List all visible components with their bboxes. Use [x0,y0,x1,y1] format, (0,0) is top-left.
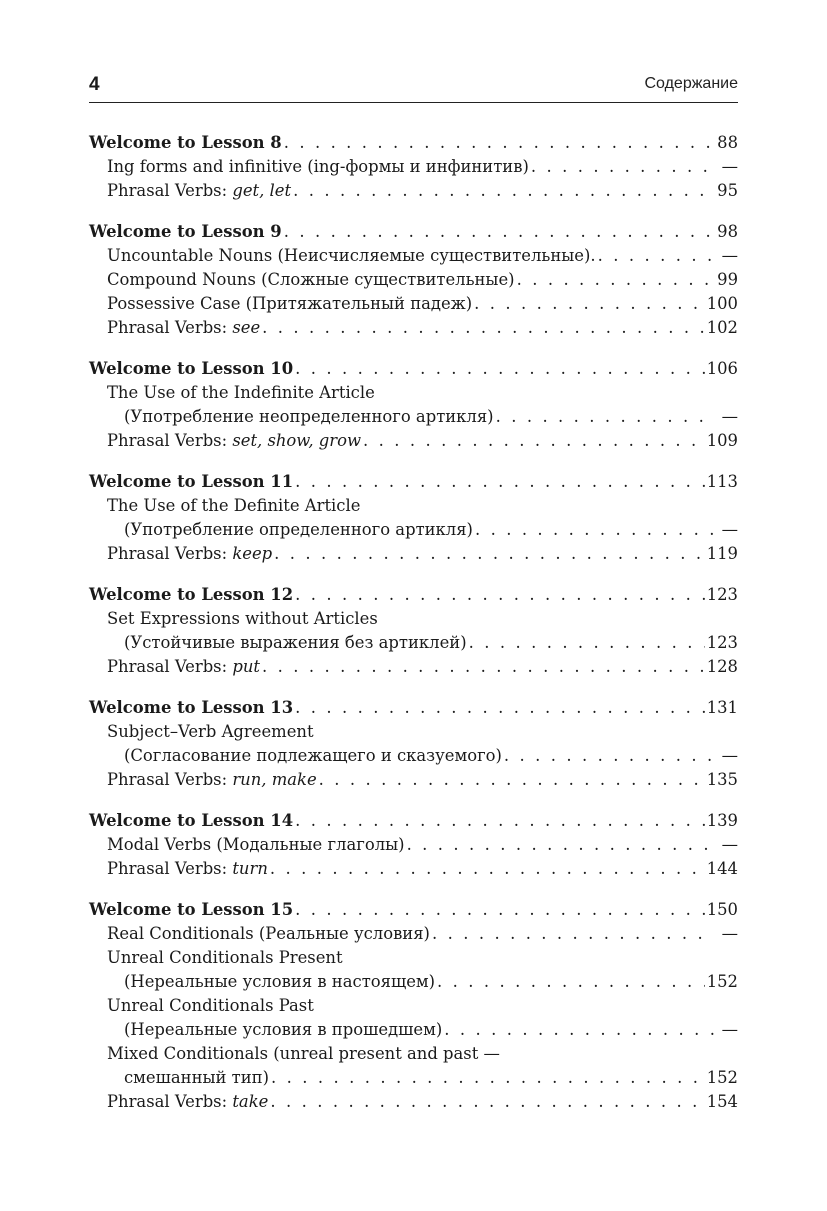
toc-lesson-heading[interactable] [89,470,738,494]
toc-entry[interactable] [89,429,738,453]
toc-entry-title [107,1090,268,1114]
toc-lesson-group [89,220,738,340]
toc-entry-text: (Устойчивые выражения без артиклей) [124,633,467,652]
dot-leader [517,268,714,292]
toc-entry[interactable] [89,316,738,340]
toc-entry[interactable] [89,1018,738,1042]
toc-page-number: 113 [706,472,738,491]
toc-entry-title [124,1066,269,1090]
toc-entry-text: Welcome to Lesson 8 [89,133,282,152]
toc-entry-text: Phrasal Verbs: [107,318,233,337]
toc-entry-title [107,857,268,881]
toc-entry-title [124,518,473,542]
toc-entry-title [107,720,314,744]
toc-lesson-group [89,357,738,453]
toc-entry-title [107,946,343,970]
dot-leader [271,1066,705,1090]
toc-entry-text: The Use of the Definite Article [107,496,361,515]
toc-entry-title [107,542,272,566]
dot-leader [284,220,714,244]
toc-entry[interactable] [89,405,738,429]
toc-entry-title [107,179,291,203]
dot-leader [270,1090,704,1114]
toc-entry-verbs: take [232,1092,269,1111]
toc-entry-title [107,494,360,518]
toc-entry[interactable] [89,970,738,994]
toc-entry-text: Phrasal Verbs: [107,859,233,878]
toc-entry-text: Phrasal Verbs: [107,770,233,789]
dot-leader [437,970,705,994]
toc-page-number: 102 [706,318,738,337]
toc-page-number: 152 [706,1068,738,1087]
toc-entry[interactable] [89,720,738,744]
dot-leader [475,518,714,542]
toc-entry-text: (Употребление определенного артикля) [124,520,473,539]
toc-entry-text: Phrasal Verbs: [107,544,233,563]
toc-page-number: 154 [706,1092,738,1111]
page-header [89,72,738,103]
toc-lesson-heading[interactable] [89,898,738,922]
toc-page-number: — [721,835,738,854]
toc-page-number: — [721,157,738,176]
toc-entry[interactable] [89,768,738,792]
toc-entry-text: The Use of the Indefinite Article [107,383,375,402]
toc-entry-verbs: get, let [232,181,292,200]
toc-lesson-group [89,809,738,881]
dot-leader [262,316,705,340]
dot-leader [262,655,705,679]
toc-entry-text: (Нереальные условия в прошедшем) [124,1020,443,1039]
toc-page-number: 139 [706,811,738,830]
toc-entry[interactable] [89,857,738,881]
toc-entry-title [107,316,260,340]
toc-entry-title [124,1018,442,1042]
dot-leader [407,833,714,857]
toc-entry[interactable] [89,381,738,405]
toc-page-number: 152 [706,972,738,991]
toc-entry-title [124,405,494,429]
toc-entry-text: Unreal Conditionals Present [107,948,343,967]
toc-lesson-heading[interactable] [89,220,738,244]
toc-page-number: 109 [706,431,738,450]
toc-entry-title [89,809,293,833]
toc-page-number: — [721,407,738,426]
toc-page-number: 150 [706,900,738,919]
toc-entry[interactable] [89,744,738,768]
toc-entry-title [107,655,260,679]
toc-entry[interactable] [89,542,738,566]
toc-entry-text: Uncountable Nouns (Неисчисляемые существительные). [107,246,596,265]
toc-entry-title [107,833,405,857]
dot-leader [363,429,705,453]
toc-entry-text: Compound Nouns (Сложные существительные) [107,270,515,289]
toc-entry-text: Welcome to Lesson 13 [89,698,294,717]
toc-page-number: 135 [706,770,738,789]
dot-leader [432,922,714,946]
toc-page-number: 100 [706,294,738,313]
toc-entry-text: Mixed Conditionals (unreal present and past — [107,1044,500,1063]
toc-page-number: 98 [717,222,738,241]
toc-page-number: 123 [706,585,738,604]
toc-entry-title [124,970,435,994]
toc-entry-text: Ing forms and infinitive (ing-формы и инфинитив) [107,157,529,176]
dot-leader [474,292,705,316]
table-of-contents [89,131,738,1131]
toc-entry[interactable] [89,179,738,203]
toc-entry-title [107,155,529,179]
toc-entry[interactable] [89,922,738,946]
toc-lesson-group [89,898,738,1114]
toc-entry-text: Subject–Verb Agreement [107,722,314,741]
toc-entry[interactable] [89,292,738,316]
toc-lesson-heading[interactable] [89,583,738,607]
toc-entry-text: Modal Verbs (Модальные глаголы) [107,835,405,854]
toc-entry[interactable] [89,268,738,292]
toc-entry-text: Phrasal Verbs: [107,181,233,200]
dot-leader [598,244,714,268]
toc-lesson-heading[interactable] [89,131,738,155]
toc-page-number: 119 [706,544,738,563]
toc-entry[interactable] [89,1042,738,1066]
dot-leader [284,131,714,155]
toc-entry-title [107,381,375,405]
dot-leader [295,696,705,720]
toc-page-number: 88 [717,133,738,152]
toc-entry[interactable] [89,155,738,179]
dot-leader [293,179,714,203]
toc-entry-text: (Согласование подлежащего и сказуемого) [124,746,502,765]
dot-leader [295,583,705,607]
toc-entry-text: Set Expressions without Articles [107,609,378,628]
dot-leader [496,405,714,429]
toc-entry-text: Welcome to Lesson 11 [89,472,294,491]
toc-entry-text: Unreal Conditionals Past [107,996,314,1015]
dot-leader [295,357,705,381]
dot-leader [444,1018,714,1042]
toc-page-number: — [721,1020,738,1039]
toc-entry-title [107,268,515,292]
toc-entry-title [89,470,293,494]
toc-entry-title [107,607,378,631]
running-head: Содержание [644,75,738,92]
dot-leader [295,898,705,922]
toc-entry[interactable] [89,994,738,1018]
toc-entry-title [107,292,472,316]
toc-entry-text: Phrasal Verbs: [107,1092,233,1111]
toc-page-number: 131 [706,698,738,717]
toc-page-number: 144 [706,859,738,878]
toc-entry-verbs: set, show, grow [232,431,362,450]
toc-entry-text: Possessive Case (Притяжательный падеж) [107,294,473,313]
toc-page-number: — [721,520,738,539]
toc-lesson-group [89,583,738,679]
toc-page-number: — [721,746,738,765]
toc-lesson-group [89,131,738,203]
dot-leader [295,470,705,494]
toc-entry-text: Welcome to Lesson 10 [89,359,294,378]
toc-entry-title [89,696,293,720]
toc-entry[interactable] [89,833,738,857]
toc-entry-verbs: put [232,657,260,676]
toc-entry[interactable] [89,946,738,970]
toc-lesson-group [89,470,738,566]
dot-leader [274,542,705,566]
dot-leader [270,857,705,881]
toc-page-number: 99 [717,270,738,289]
toc-entry-text: Phrasal Verbs: [107,657,233,676]
dot-leader [295,809,705,833]
toc-page-number: — [721,924,738,943]
toc-entry-verbs: run, make [232,770,317,789]
toc-page-number: 106 [706,359,738,378]
toc-entry[interactable] [89,1066,738,1090]
toc-entry-title [107,244,596,268]
toc-page-number: 95 [717,181,738,200]
toc-entry-text: Welcome to Lesson 14 [89,811,294,830]
toc-entry-title [89,898,293,922]
toc-entry-verbs: keep [232,544,273,563]
toc-entry-title [89,220,282,244]
toc-entry-text: (Употребление неопределенного артикля) [124,407,494,426]
toc-lesson-heading[interactable] [89,696,738,720]
toc-page-number: — [721,246,738,265]
toc-entry-text: (Нереальные условия в настоящем) [124,972,436,991]
toc-entry-title [124,744,502,768]
toc-entry-title [89,357,293,381]
toc-entry[interactable] [89,244,738,268]
toc-entry-text: смешанный тип) [124,1068,269,1087]
toc-entry-title [107,768,317,792]
toc-entry-title [89,131,282,155]
toc-lesson-heading[interactable] [89,357,738,381]
dot-leader [319,768,705,792]
toc-entry[interactable] [89,607,738,631]
toc-entry-verbs: turn [232,859,268,878]
toc-lesson-group [89,696,738,792]
toc-entry[interactable] [89,631,738,655]
toc-entry[interactable] [89,655,738,679]
toc-page-number: 123 [706,633,738,652]
toc-lesson-heading[interactable] [89,809,738,833]
toc-entry[interactable] [89,1090,738,1114]
toc-entry-verbs: see [232,318,261,337]
toc-entry-title [89,583,293,607]
toc-entry[interactable] [89,494,738,518]
toc-entry-text: Welcome to Lesson 12 [89,585,294,604]
toc-entry-title [124,631,467,655]
toc-entry-title [107,994,314,1018]
dot-leader [531,155,714,179]
toc-entry-text: Phrasal Verbs: [107,431,233,450]
toc-entry-title [107,1042,500,1066]
toc-entry-text: Welcome to Lesson 9 [89,222,282,241]
toc-entry-title [107,429,361,453]
toc-entry[interactable] [89,518,738,542]
dot-leader [504,744,714,768]
toc-entry-text: Welcome to Lesson 15 [89,900,294,919]
toc-entry-text: Real Conditionals (Реальные условия) [107,924,430,943]
page-number: 4 [89,74,100,95]
toc-entry-title [107,922,430,946]
toc-page-number: 128 [706,657,738,676]
dot-leader [469,631,705,655]
